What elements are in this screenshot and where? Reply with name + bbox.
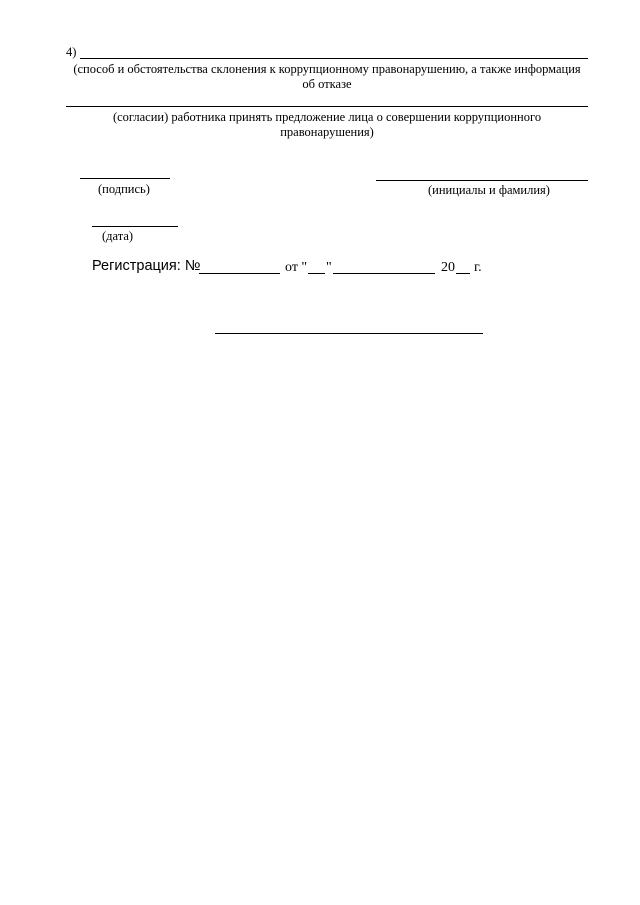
- signature-label: (подпись): [98, 182, 150, 196]
- date-label: (дата): [102, 229, 134, 243]
- caption-1-line-2: об отказе: [302, 77, 352, 91]
- registration-year-suffix: г.: [474, 260, 482, 275]
- registration-number-line: [199, 273, 280, 274]
- caption-2-line-1: (согласии) работника принять предложение лица о совершении коррупционного: [112, 110, 542, 124]
- caption-2-line-2: правонарушения): [280, 125, 374, 139]
- name-line: [376, 180, 588, 181]
- registration-row: [92, 258, 200, 274]
- registration-from: от ": [285, 260, 308, 275]
- registration-year-prefix: 20: [441, 260, 455, 275]
- continuation-fill-line: [66, 106, 588, 107]
- name-label: (инициалы и фамилия): [428, 183, 550, 197]
- item-4-fill-line: [80, 58, 588, 59]
- item-number: 4): [66, 45, 77, 59]
- signature-line: [80, 178, 170, 179]
- date-line: [92, 226, 178, 227]
- registration-label: Регистрация: №: [92, 258, 201, 274]
- registration-quote-close: ": [326, 260, 332, 275]
- caption-1-line-1: (способ и обстоятельства склонения к коррупционному правонарушению, а также информация: [73, 62, 581, 76]
- registration-year-line: [456, 273, 470, 274]
- bottom-signature-line: [215, 333, 483, 334]
- registration-month-line: [333, 273, 435, 274]
- registration-day-line: [308, 273, 325, 274]
